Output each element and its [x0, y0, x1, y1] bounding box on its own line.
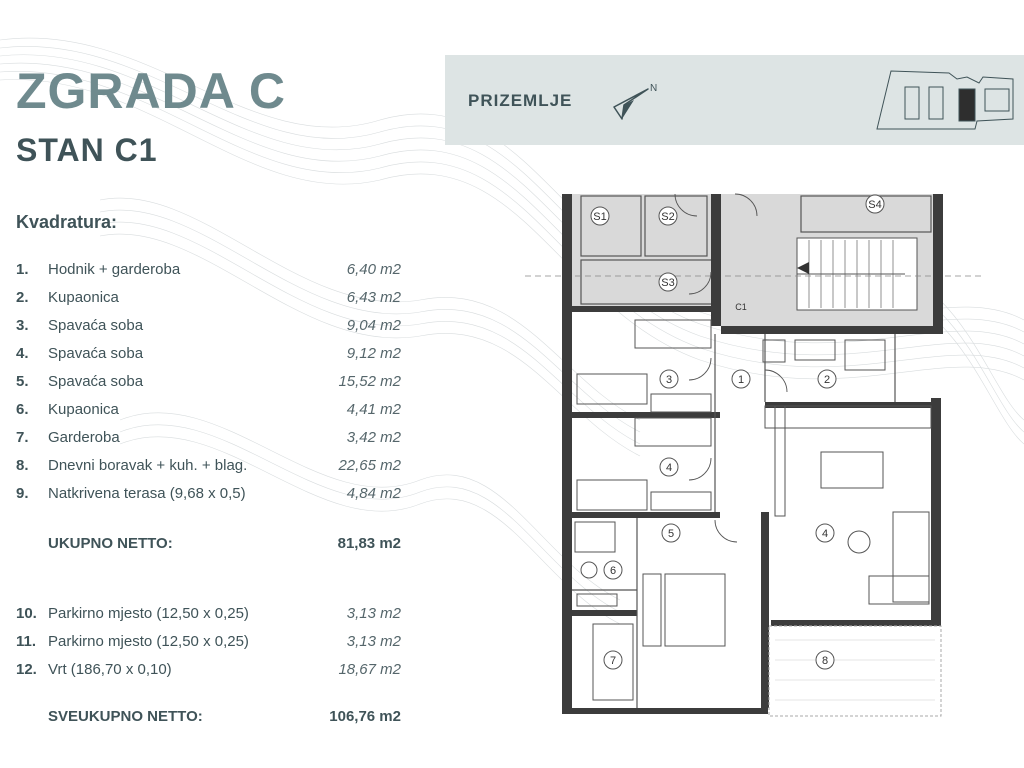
list-item [16, 429, 401, 451]
extra-name: Parkirno mjesto (12,50 x 0,25) [48, 605, 249, 622]
building-title: ZGRADA C [16, 63, 287, 119]
grand-total-label: SVEUKUPNO NETTO: [48, 708, 203, 725]
room-label-4b: 4 [821, 528, 829, 540]
room-name: Garderoba [48, 429, 120, 446]
list-item [16, 345, 401, 367]
net-total-area: 81,83 m2 [337, 535, 401, 552]
room-number: 6. [16, 401, 29, 418]
room-number: 5. [16, 373, 29, 390]
room-label-2: 2 [823, 374, 831, 386]
room-name: Spavaća soba [48, 373, 144, 390]
extra-number: 12. [16, 661, 37, 678]
list-item [16, 605, 401, 627]
room-name: Kupaonica [48, 401, 119, 418]
compass-letter: N [650, 83, 658, 94]
floor-label: PRIZEMLJE [468, 91, 573, 110]
room-area: 6,43 m2 [346, 289, 401, 306]
room-label-5: 5 [667, 528, 675, 540]
room-area: 15,52 m2 [338, 373, 401, 390]
extra-area: 3,13 m2 [346, 605, 401, 622]
room-name: Spavaća soba [48, 317, 144, 334]
room-area: 3,42 m2 [346, 429, 401, 446]
room-label-s4: S4 [868, 199, 882, 211]
room-area: 4,84 m2 [346, 485, 401, 502]
floor-banner [445, 55, 1024, 145]
list-item [16, 317, 401, 339]
building-key-plan [875, 67, 1015, 131]
room-label-s3: S3 [661, 277, 675, 289]
net-total-label: UKUPNO NETTO: [48, 535, 173, 552]
room-label-s2: S2 [661, 211, 675, 223]
room-name: Natkrivena terasa (9,68 x 0,5) [48, 485, 246, 502]
list-item [16, 289, 401, 311]
floor-plan [525, 190, 995, 720]
room-area: 4,41 m2 [346, 401, 401, 418]
room-label-8: 8 [821, 655, 829, 667]
apartment-title: STAN C1 [16, 132, 158, 168]
room-number: 1. [16, 261, 29, 278]
extra-area: 18,67 m2 [338, 661, 401, 678]
room-number: 8. [16, 457, 29, 474]
list-item [16, 401, 401, 423]
extra-number: 10. [16, 605, 37, 622]
room-label-s1: S1 [593, 211, 607, 223]
list-item [16, 261, 401, 283]
extra-name: Parkirno mjesto (12,50 x 0,25) [48, 633, 249, 650]
room-name: Hodnik + garderoba [48, 261, 181, 278]
list-item [16, 485, 401, 507]
room-area: 9,12 m2 [346, 345, 401, 362]
list-item [16, 457, 401, 479]
room-number: 4. [16, 345, 29, 362]
room-label-3: 3 [665, 374, 673, 386]
room-name: Kupaonica [48, 289, 119, 306]
room-label-7: 7 [609, 655, 617, 667]
room-area: 6,40 m2 [346, 261, 401, 278]
room-number: 2. [16, 289, 29, 306]
room-area: 9,04 m2 [346, 317, 401, 334]
room-label-c1: C1 [735, 302, 747, 312]
extra-number: 11. [16, 633, 37, 650]
room-name: Dnevni boravak + kuh. + blag. [48, 457, 248, 474]
grand-total-area: 106,76 m2 [329, 708, 401, 725]
room-number: 3. [16, 317, 29, 334]
room-area: 22,65 m2 [338, 457, 401, 474]
grand-total [48, 708, 401, 730]
room-number: 9. [16, 485, 29, 502]
net-total [48, 535, 401, 557]
list-item [16, 633, 401, 655]
terrace-area [769, 626, 941, 716]
extra-area: 3,13 m2 [346, 633, 401, 650]
room-label-1: 1 [737, 374, 745, 386]
area-heading: Kvadratura: [16, 212, 118, 232]
north-arrow-icon [610, 81, 660, 121]
room-label-6: 6 [609, 565, 617, 577]
list-item [16, 661, 401, 683]
list-item [16, 373, 401, 395]
extra-name: Vrt (186,70 x 0,10) [48, 661, 172, 678]
room-label-4a: 4 [665, 462, 673, 474]
room-name: Spavaća soba [48, 345, 144, 362]
room-number: 7. [16, 429, 29, 446]
staircase [797, 238, 917, 310]
